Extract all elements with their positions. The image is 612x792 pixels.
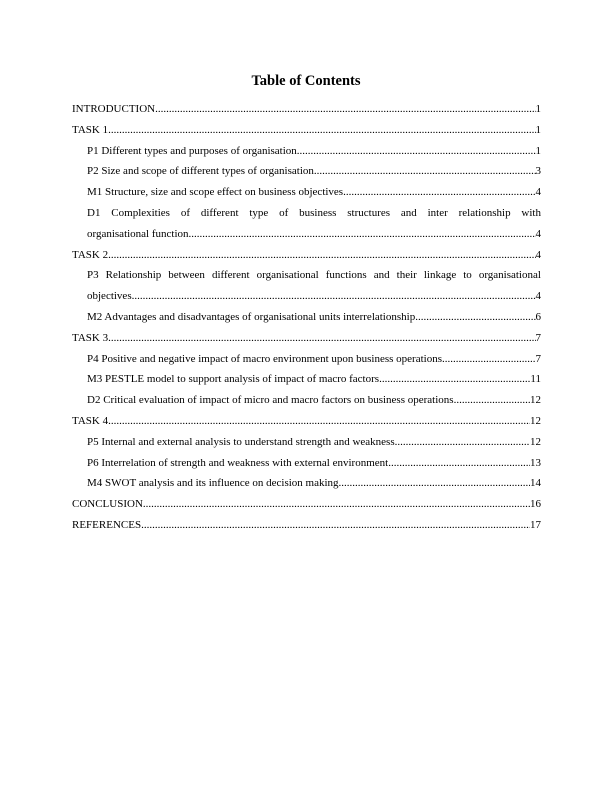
toc-entry-p3[interactable]: [72, 265, 541, 307]
toc-page-number: 12: [530, 394, 541, 407]
toc-entry-label: TASK 3: [72, 331, 109, 344]
toc-entry-label: objectives: [87, 290, 132, 303]
toc-entry-label: organisational function: [87, 227, 189, 240]
dot-leader: [132, 286, 536, 307]
toc-entry-m2[interactable]: [72, 307, 541, 328]
toc-page-number: 4: [535, 290, 541, 303]
toc-entry-label: TASK 1: [72, 123, 109, 136]
dot-leader: [395, 432, 530, 453]
dot-leader: [189, 224, 536, 245]
dot-leader: [388, 453, 530, 474]
dot-leader: [155, 99, 535, 120]
toc-entry-label: TASK 4: [72, 414, 109, 427]
toc-entry-label-line1: P3 Relationship between different organisational functions and their linkage to organisational: [87, 269, 541, 282]
toc-entry-task-2[interactable]: [72, 245, 541, 266]
toc-page-number: 17: [530, 518, 541, 531]
toc-page-number: 4: [535, 186, 541, 199]
toc-page-number: 6: [535, 310, 541, 323]
toc-entry-label: M2 Advantages and disadvantages of organisational units interrelationship: [87, 310, 416, 323]
toc-page-number: 7: [535, 352, 541, 365]
toc-entry-p2[interactable]: [72, 161, 541, 182]
toc-entry-task-1[interactable]: [72, 120, 541, 141]
toc-page-number: 11: [530, 373, 541, 386]
dot-leader: [415, 307, 535, 328]
toc-entry-conclusion[interactable]: [72, 494, 541, 515]
toc-page-number: 1: [535, 103, 541, 115]
toc-page-number: 4: [535, 227, 541, 240]
toc-entry-p6[interactable]: [72, 453, 541, 474]
toc-entry-label: P2 Size and scope of different types of organisation: [87, 165, 314, 178]
dot-leader: [108, 120, 535, 141]
toc-page-number: 12: [530, 435, 541, 448]
toc-page-number: 1: [535, 144, 541, 157]
toc-page-number: 13: [530, 456, 541, 469]
toc-entry-label-line1: D1 Complexities of different type of business structures and inter relationship with: [87, 206, 541, 219]
toc-page-number: 1: [535, 123, 541, 136]
toc-entry-task-3[interactable]: [72, 328, 541, 349]
dot-leader: [454, 390, 530, 411]
dot-leader: [108, 245, 535, 266]
table-of-contents: [72, 99, 541, 536]
dot-leader: [339, 473, 530, 494]
toc-entry-label: P5 Internal and external analysis to understand strength and weakness: [87, 435, 395, 448]
toc-entry-label-line2: [87, 224, 541, 245]
toc-entry-d1[interactable]: [72, 203, 541, 245]
toc-entry-p5[interactable]: [72, 432, 541, 453]
toc-page-number: 12: [530, 414, 541, 427]
toc-entry-m3[interactable]: [72, 369, 541, 390]
toc-entry-label: P1 Different types and purposes of organisation: [87, 144, 297, 157]
toc-entry-p4[interactable]: [72, 349, 541, 370]
toc-page-number: 3: [535, 165, 541, 178]
toc-entry-p1[interactable]: [72, 141, 541, 162]
toc-entry-label: P4 Positive and negative impact of macro environment upon business operations: [87, 352, 442, 365]
toc-page-number: 4: [535, 248, 541, 261]
dot-leader: [297, 141, 536, 162]
toc-entry-task-4[interactable]: [72, 411, 541, 432]
dot-leader: [442, 349, 536, 370]
toc-entry-d2[interactable]: [72, 390, 541, 411]
toc-entry-introduction[interactable]: [72, 99, 541, 120]
dot-leader: [108, 328, 535, 349]
toc-entry-label-line2: [87, 286, 541, 307]
toc-entry-label: M1 Structure, size and scope effect on business objectives: [87, 186, 344, 199]
toc-title: Table of Contents: [251, 73, 361, 89]
toc-entry-label: INTRODUCTION: [72, 103, 156, 115]
toc-entry-m1[interactable]: [72, 182, 541, 203]
toc-entry-label: D2 Critical evaluation of impact of micro and macro factors on business operations: [87, 394, 454, 407]
toc-entry-references[interactable]: [72, 515, 541, 536]
toc-page-number: 7: [535, 331, 541, 344]
toc-entry-label: REFERENCES: [72, 518, 142, 531]
toc-entry-label: M4 SWOT analysis and its influence on decision making: [87, 477, 339, 490]
dot-leader: [314, 161, 536, 182]
toc-entry-m4[interactable]: [72, 473, 541, 494]
dot-leader: [143, 494, 530, 515]
dot-leader: [343, 182, 535, 203]
toc-page-number: 14: [530, 477, 541, 490]
dot-leader: [141, 515, 530, 536]
toc-entry-label: TASK 2: [72, 248, 109, 261]
toc-page-number: 16: [530, 498, 541, 511]
toc-entry-label: P6 Interrelation of strength and weakness with external environment: [87, 456, 389, 469]
toc-entry-label: CONCLUSION: [72, 498, 143, 511]
dot-leader: [379, 369, 530, 390]
dot-leader: [108, 411, 530, 432]
toc-entry-label: M3 PESTLE model to support analysis of impact of macro factors: [87, 373, 380, 386]
